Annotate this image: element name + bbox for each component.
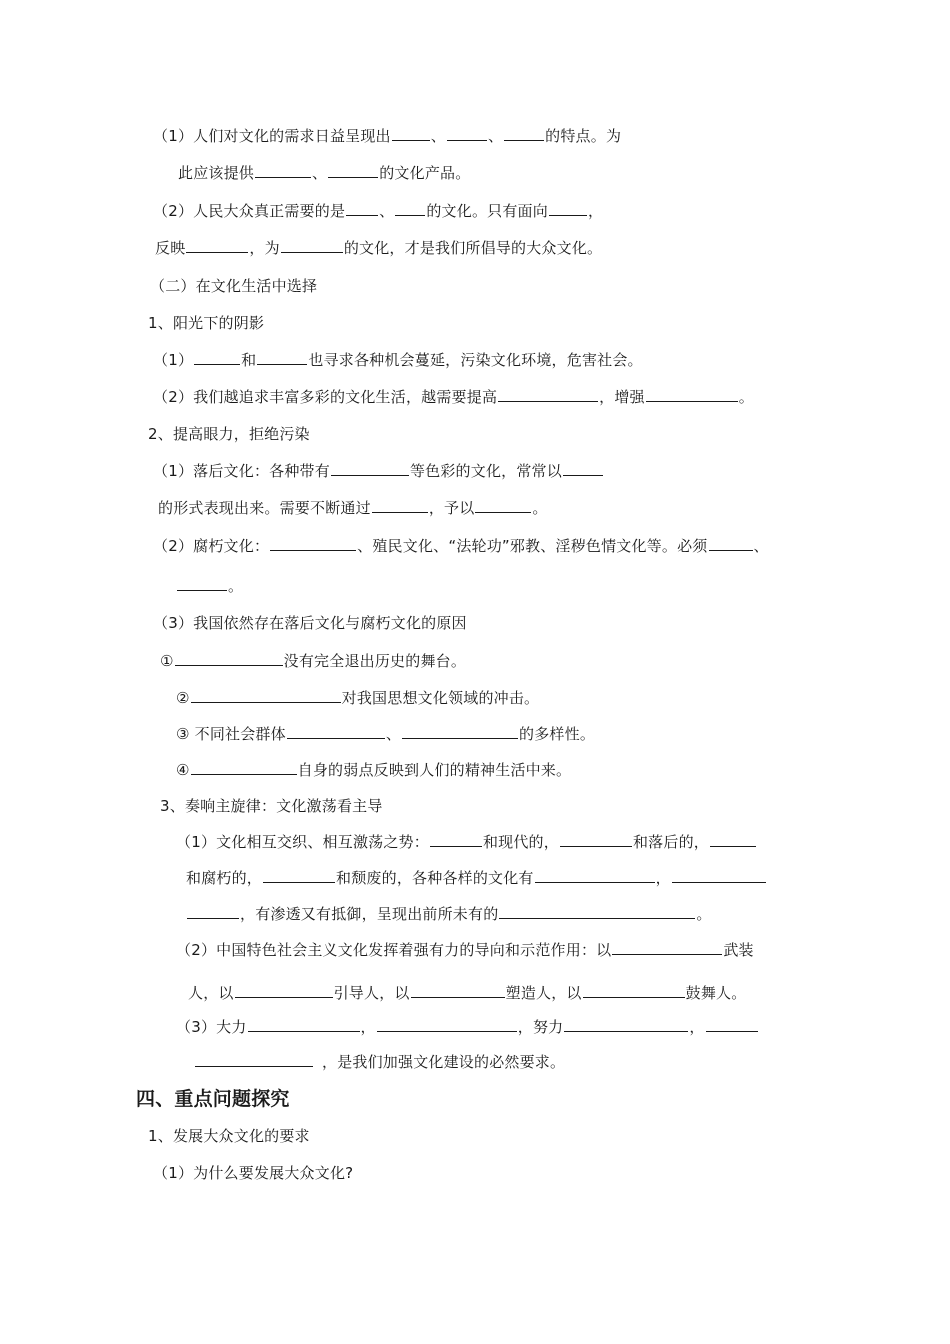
fill-blank[interactable] — [194, 350, 240, 365]
line-text: 。 — [228, 577, 244, 595]
line-text: 、 — [753, 537, 769, 555]
fill-blank[interactable] — [395, 201, 425, 216]
fill-blank[interactable] — [475, 498, 531, 513]
fill-blank[interactable] — [672, 868, 766, 883]
text-line — [194, 1052, 565, 1072]
text-line — [176, 760, 571, 780]
text-line — [153, 387, 754, 407]
line-text: 此应该提供 — [178, 164, 255, 182]
line-text: ，有渗透又有抵御，呈现出前所未有的 — [240, 905, 499, 923]
fill-blank[interactable] — [187, 904, 239, 919]
line-text: （3）我国依然存在落后文化与腐朽文化的原因 — [153, 614, 467, 632]
line-text: ， — [689, 1018, 705, 1036]
text-line — [178, 163, 470, 183]
fill-blank[interactable] — [195, 1052, 313, 1067]
fill-blank[interactable] — [328, 163, 378, 178]
line-text: 、 — [385, 725, 402, 743]
line-text: 引导人，以 — [333, 984, 410, 1002]
fill-blank[interactable] — [709, 536, 753, 551]
fill-blank[interactable] — [563, 461, 603, 476]
text-line — [153, 350, 643, 370]
fill-blank[interactable] — [177, 576, 227, 591]
line-text: 和腐朽的， — [186, 869, 263, 887]
subsection-heading — [160, 796, 383, 816]
subsection-heading — [148, 313, 264, 333]
section-heading — [150, 276, 317, 296]
line-text: 的多样性。 — [519, 725, 596, 743]
line-text: ① — [160, 652, 174, 670]
line-text: ④ — [176, 761, 190, 779]
line-text: 反映 — [155, 239, 186, 257]
fill-blank[interactable] — [186, 238, 248, 253]
fill-blank[interactable] — [392, 126, 430, 141]
line-text: 等色彩的文化，常常以 — [409, 462, 562, 480]
fill-blank[interactable] — [175, 651, 283, 666]
line-text: 。 — [696, 905, 712, 923]
line-text: 的文化产品。 — [379, 164, 471, 182]
line-text: 、 — [430, 127, 446, 145]
text-line — [158, 498, 548, 518]
line-text: 和 — [241, 351, 257, 369]
fill-blank[interactable] — [498, 387, 598, 402]
fill-blank[interactable] — [191, 688, 341, 703]
line-text: （2）腐朽文化： — [153, 537, 270, 555]
line-text: ，予以 — [428, 499, 475, 517]
line-text: 塑造人，以 — [505, 984, 582, 1002]
line-text: ，努力 — [517, 1018, 564, 1036]
fill-blank[interactable] — [402, 724, 518, 739]
line-text: 的文化。只有面向 — [426, 202, 548, 220]
text-line — [153, 201, 603, 221]
line-text: 四、重点问题探究 — [136, 1088, 290, 1110]
text-line — [176, 832, 757, 852]
text-line — [186, 904, 712, 924]
line-text: （1）文化相互交织、相互激荡之势： — [176, 833, 429, 851]
fill-blank[interactable] — [411, 983, 505, 998]
text-line — [176, 688, 539, 708]
text-line — [153, 1163, 353, 1183]
line-text: 武装 — [723, 941, 754, 959]
fill-blank[interactable] — [447, 126, 487, 141]
line-text: 和颓废的，各种各样的文化有 — [336, 869, 534, 887]
line-text: ， — [587, 202, 604, 220]
subsection-heading — [148, 424, 310, 444]
line-text: （2）中国特色社会主义文化发挥着强有力的导向和示范作用：以 — [176, 941, 612, 959]
text-line — [153, 461, 604, 481]
fill-blank[interactable] — [255, 163, 311, 178]
fill-blank[interactable] — [377, 1017, 517, 1032]
line-text: 没有完全退出历史的舞台。 — [283, 652, 467, 670]
line-text: 2、提高眼力，拒绝污染 — [148, 425, 310, 443]
fill-blank[interactable] — [191, 760, 297, 775]
line-text: 人，以 — [188, 984, 234, 1002]
fill-blank[interactable] — [564, 1017, 688, 1032]
line-text: ，增强 — [599, 388, 645, 406]
line-text: 、殖民文化、“法轮功”邪教、淫秽色情文化等。必须 — [357, 537, 708, 555]
text-line — [160, 651, 466, 671]
line-text: 。 — [738, 388, 754, 406]
fill-blank[interactable] — [706, 1017, 758, 1032]
line-text: 对我国思想文化领域的冲击。 — [341, 689, 540, 707]
fill-blank[interactable] — [331, 461, 409, 476]
line-text: （1）人们对文化的需求日益呈现出 — [153, 127, 391, 145]
fill-blank[interactable] — [646, 387, 738, 402]
fill-blank[interactable] — [549, 201, 587, 216]
line-text: 和落后的， — [632, 833, 709, 851]
fill-blank[interactable] — [560, 832, 632, 847]
line-text: 、 — [487, 127, 504, 145]
fill-blank[interactable] — [612, 940, 722, 955]
text-line — [188, 983, 746, 1003]
line-text: （2）人民大众真正需要的是 — [153, 202, 346, 220]
text-line — [153, 126, 621, 146]
text-line — [176, 940, 754, 960]
line-text: ， — [655, 869, 671, 887]
line-text: （2）我们越追求丰富多彩的文化生活，越需要提高 — [153, 388, 498, 406]
fill-blank[interactable] — [346, 201, 378, 216]
line-text: （1）落后文化：各种带有 — [153, 462, 330, 480]
fill-blank[interactable] — [248, 1017, 360, 1032]
fill-blank[interactable] — [257, 350, 307, 365]
line-text: 的文化，才是我们所倡导的大众文化。 — [343, 239, 603, 257]
fill-blank[interactable] — [430, 832, 482, 847]
line-text: （二）在文化生活中选择 — [150, 277, 318, 295]
fill-blank[interactable] — [287, 724, 385, 739]
line-text: （1） — [153, 351, 194, 369]
line-text: ，是我们加强文化建设的必然要求。 — [322, 1053, 566, 1071]
text-line — [153, 536, 769, 556]
line-text: 也寻求各种机会蔓延，污染文化环境，危害社会。 — [308, 351, 643, 369]
line-text: ② — [176, 689, 190, 707]
section-heading — [136, 1087, 290, 1111]
subsection-heading — [148, 1126, 310, 1146]
line-text: （3）大力 — [176, 1018, 247, 1036]
fill-blank[interactable] — [583, 983, 685, 998]
line-text: ， — [360, 1018, 376, 1036]
text-line — [176, 724, 595, 744]
line-text: 、 — [379, 202, 395, 220]
line-text: 、 — [312, 164, 328, 182]
text-line — [186, 868, 767, 888]
line-text: ，为 — [249, 239, 280, 257]
line-text: 。 — [532, 499, 548, 517]
fill-blank[interactable] — [281, 238, 343, 253]
fill-blank[interactable] — [263, 868, 335, 883]
text-line — [153, 613, 467, 633]
line-text: 的形式表现出来。需要不断通过 — [158, 499, 371, 517]
fill-blank[interactable] — [270, 536, 356, 551]
fill-blank[interactable] — [535, 868, 655, 883]
text-line — [176, 1017, 759, 1037]
text-line — [176, 576, 243, 596]
text-line — [155, 238, 602, 258]
line-text: 和现代的， — [482, 833, 559, 851]
fill-blank[interactable] — [710, 832, 756, 847]
line-text: 的特点。为 — [545, 127, 622, 145]
fill-blank[interactable] — [504, 126, 544, 141]
fill-blank[interactable] — [235, 983, 333, 998]
fill-blank[interactable] — [499, 904, 695, 919]
line-text: ③ 不同社会群体 — [176, 725, 286, 743]
fill-blank[interactable] — [372, 498, 428, 513]
line-text: 自身的弱点反映到人们的精神生活中来。 — [297, 761, 572, 779]
line-text: 3、奏响主旋律：文化激荡看主导 — [160, 797, 383, 815]
line-text: 1、阳光下的阴影 — [148, 314, 265, 332]
line-text: （1）为什么要发展大众文化? — [153, 1164, 354, 1182]
line-text: 1、发展大众文化的要求 — [148, 1127, 310, 1145]
line-text: 鼓舞人。 — [685, 984, 747, 1002]
